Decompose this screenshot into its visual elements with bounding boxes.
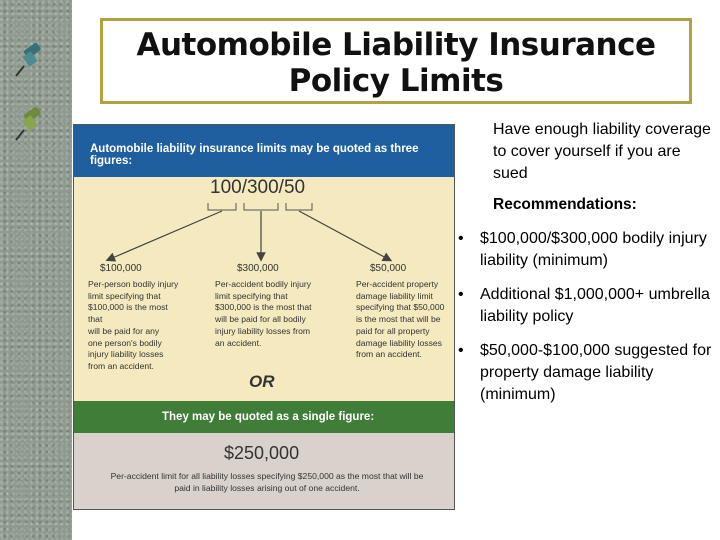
list-item-text: $50,000-$100,000 suggested for property damage liability (minimum) — [480, 342, 712, 403]
bullet-icon: • — [458, 342, 464, 359]
single-figure-header: They may be quoted as a single figure: — [162, 411, 375, 423]
title-line-1: Automobile Liability Insurance — [136, 27, 656, 63]
recommendations-heading: Recommendations: — [493, 196, 637, 213]
description-line: is the most that will be — [356, 314, 441, 325]
description-line: damage liability losses — [356, 337, 442, 348]
pushpin-icon — [10, 40, 50, 80]
description-line: from an accident. — [88, 360, 154, 371]
intro-text: Have enough liability coverage to cover yourself if you are sued — [493, 121, 711, 182]
description-line: from an accident. — [356, 349, 422, 360]
description-line: specifying that $50,000 — [356, 302, 445, 313]
recommendations-list — [452, 228, 714, 418]
single-limit-description: Per-accident limit for all liability losses specifying $250,000 as the most that will be paid in liability losses arising out of one accident. — [110, 471, 424, 493]
description-line: Per-accident property — [356, 279, 439, 289]
column-amount: $50,000 — [370, 263, 407, 274]
description-line: damage liability limit — [356, 290, 433, 301]
description-line: paid for all property — [356, 325, 430, 336]
list-item — [452, 340, 714, 406]
column-description — [88, 279, 180, 373]
description-line: Per-accident bodily injury — [215, 279, 312, 289]
description-line: injury liability losses — [88, 349, 164, 360]
policy-limits-graphic — [73, 124, 455, 510]
bullet-icon: • — [458, 230, 464, 247]
column-amount: $300,000 — [237, 263, 279, 274]
description-line: will be paid for all bodily — [215, 314, 306, 325]
list-item-text: Additional $1,000,000+ umbrella liability policy — [480, 286, 710, 325]
description-line: $100,000 is the most that — [88, 302, 168, 325]
description-line: $300,000 is the most that — [215, 302, 312, 313]
description-line: will be paid for any — [88, 325, 160, 336]
single-limit-amount: $250,000 — [224, 443, 300, 463]
or-label: OR — [249, 372, 275, 391]
column-description — [215, 279, 319, 349]
bullet-icon: • — [458, 286, 464, 303]
quoted-limits: 100/300/50 — [210, 177, 306, 198]
description-line: an accident. — [215, 337, 262, 348]
textured-sidebar — [0, 0, 72, 540]
column-description — [356, 279, 448, 361]
description-line: limit specifying that — [88, 290, 161, 301]
list-item — [452, 284, 714, 328]
description-line: limit specifying that — [215, 290, 288, 301]
title-line-2: Policy Limits — [288, 63, 504, 99]
list-item — [452, 228, 714, 272]
column-amount: $100,000 — [100, 263, 142, 274]
description-line: Per-person bodily injury — [88, 279, 179, 289]
list-item-text: $100,000/$300,000 bodily injury liability (minimum) — [480, 230, 707, 269]
graphic-header-text: Automobile liability insurance limits may be quoted as three figures: — [90, 143, 419, 167]
description-line: one person's bodily — [88, 337, 162, 348]
pushpin-icon — [10, 104, 50, 144]
description-line: injury liability losses from — [215, 325, 311, 336]
slide-title — [100, 18, 692, 104]
